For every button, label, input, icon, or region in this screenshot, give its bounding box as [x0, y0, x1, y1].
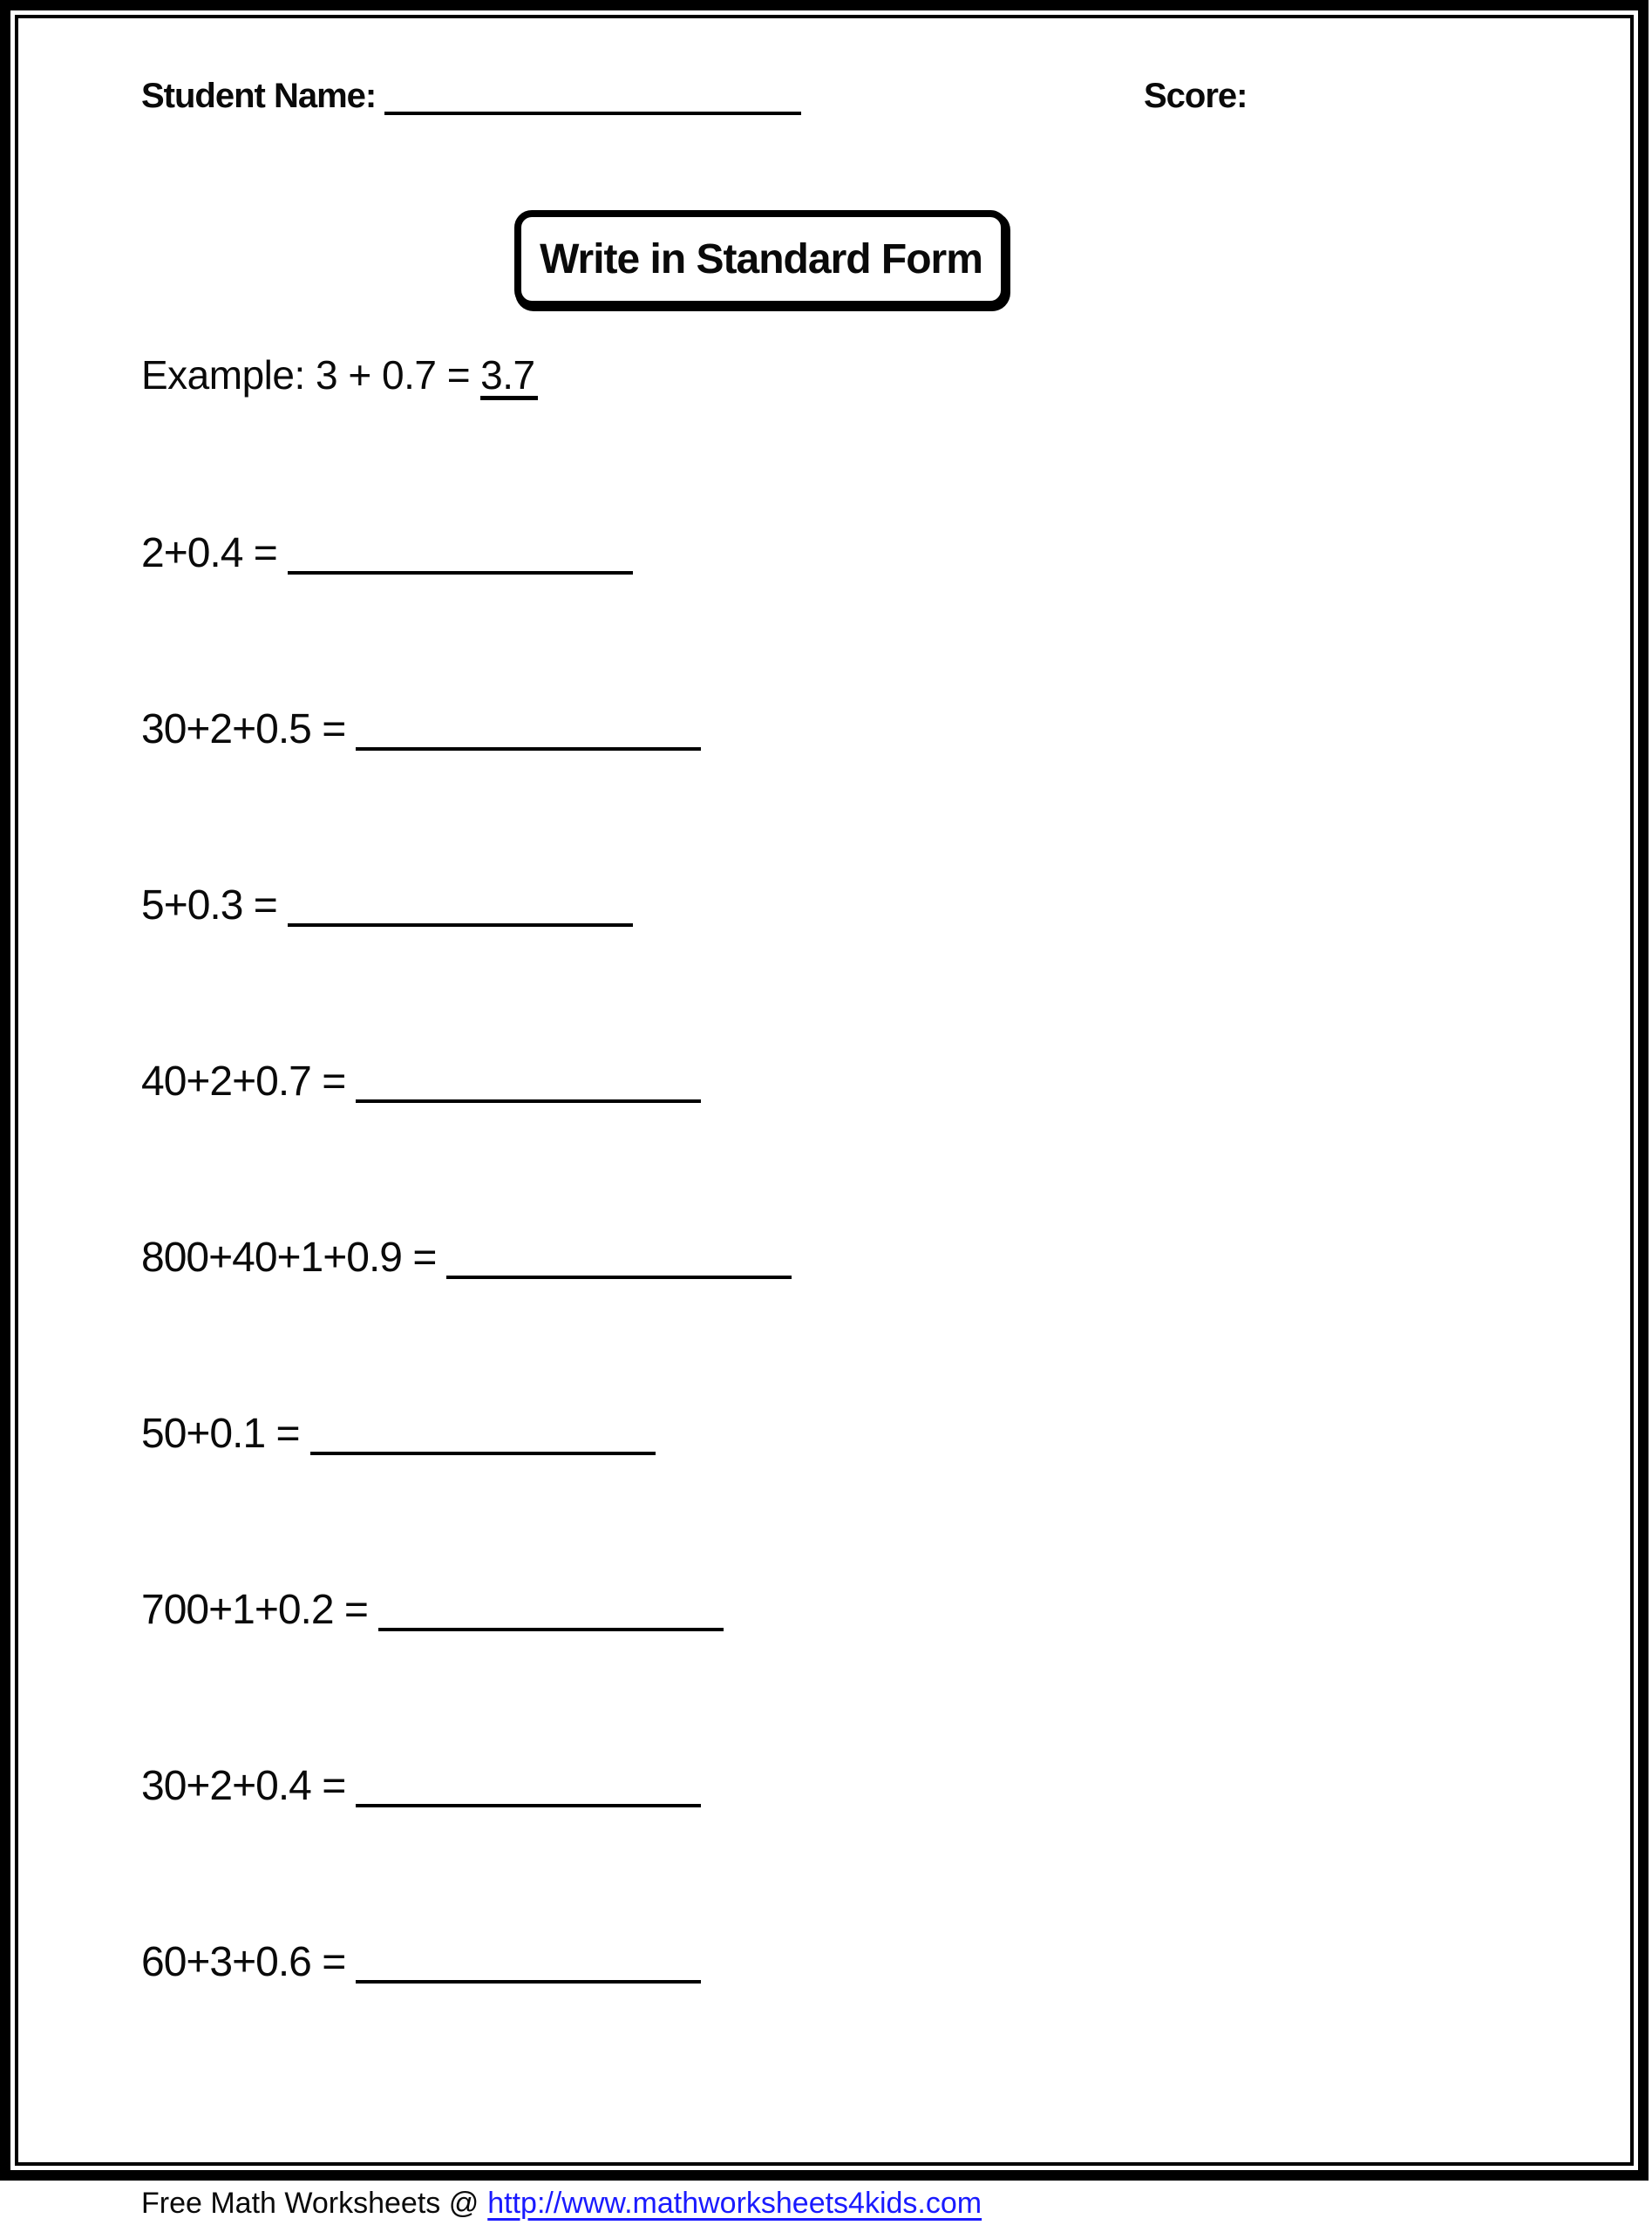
footer: [141, 2183, 982, 2223]
example-text: Example: 3 + 0.7 =: [141, 352, 471, 398]
answer-blank-2: [356, 747, 701, 751]
problem-expression-7: 700+1+0.2 =: [141, 1587, 368, 1633]
title-box: [514, 210, 1008, 308]
student-name-row: [141, 75, 801, 117]
problem-expression-3: 5+0.3 =: [141, 882, 277, 929]
answer-blank-1: [288, 571, 633, 575]
score-label: Score:: [1144, 77, 1247, 115]
answer-blank-4: [356, 1099, 701, 1103]
problem-expression-9: 60+3+0.6 =: [141, 1939, 346, 1985]
student-name-blank: [384, 112, 801, 115]
problem-row-6: [141, 1411, 656, 1458]
answer-blank-3: [288, 923, 633, 927]
problem-row-9: [141, 1939, 701, 1986]
footer-link[interactable]: http://www.mathworksheets4kids.com: [487, 2187, 982, 2220]
page-title: Write in Standard Form: [540, 235, 982, 282]
answer-blank-7: [378, 1628, 724, 1631]
problem-row-5: [141, 1235, 792, 1282]
problem-expression-8: 30+2+0.4 =: [141, 1763, 346, 1809]
problem-row-2: [141, 706, 701, 753]
answer-blank-8: [356, 1804, 701, 1807]
student-name-label: Student Name:: [141, 77, 377, 115]
footer-text: Free Math Worksheets @: [141, 2187, 479, 2220]
answer-blank-9: [356, 1980, 701, 1984]
answer-blank-6: [310, 1452, 656, 1455]
problem-expression-6: 50+0.1 =: [141, 1411, 300, 1457]
answer-blank-5: [446, 1276, 792, 1279]
problem-expression-4: 40+2+0.7 =: [141, 1058, 346, 1105]
problem-row-7: [141, 1587, 724, 1634]
problem-row-8: [141, 1763, 701, 1810]
problem-row-1: [141, 530, 633, 577]
problem-expression-5: 800+40+1+0.9 =: [141, 1235, 437, 1281]
problem-expression-2: 30+2+0.5 =: [141, 706, 346, 752]
example-line: [141, 351, 538, 400]
problem-expression-1: 2+0.4 =: [141, 530, 277, 576]
problem-row-3: [141, 882, 633, 929]
example-answer: 3.7: [480, 355, 537, 400]
problem-row-4: [141, 1058, 701, 1106]
